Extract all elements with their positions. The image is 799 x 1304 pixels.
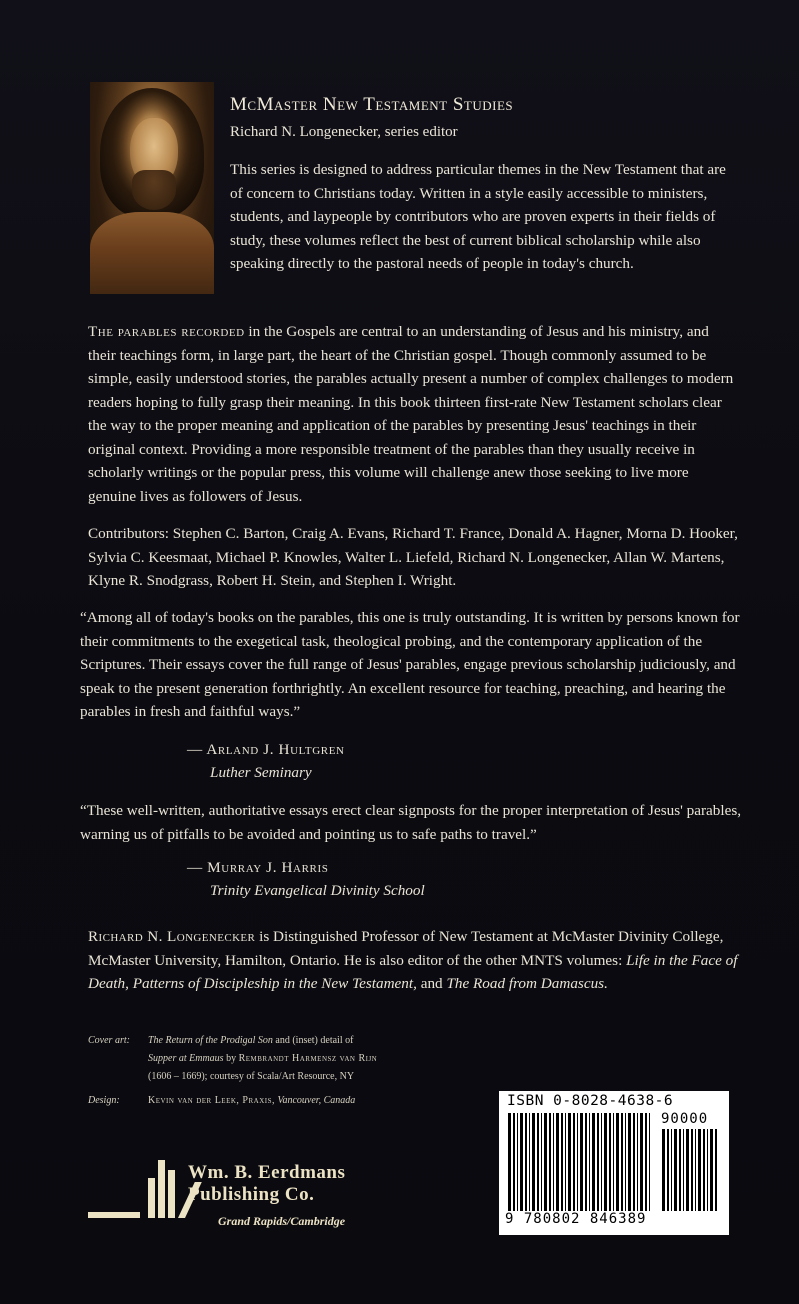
publisher-name-line: Wm. B. Eerdmans (188, 1162, 346, 1183)
series-title: McMaster New Testament Studies (230, 94, 514, 115)
credit-title: The Return of the Prodigal Son (148, 1035, 273, 1046)
ean-number: 9 780802 846389 (505, 1211, 647, 1227)
book-description (88, 320, 738, 508)
bio-text: and (416, 975, 447, 992)
bio-book-title: Life in the Face of Death, Patterns of Discipleship in the New Testament, (88, 951, 738, 992)
credit-label: Cover art: (88, 1035, 130, 1046)
description-lead: The parables recorded (88, 323, 245, 340)
series-editor: Richard N. Longenecker, series editor (230, 124, 458, 140)
price-code: 90000 (661, 1111, 709, 1127)
endorsement-attribution (187, 856, 425, 902)
inset-painting-image (90, 82, 214, 294)
barcode-bars-icon (507, 1113, 652, 1211)
publisher-name-line: Publishing Co. (188, 1184, 315, 1205)
credit-label: Design: (88, 1095, 120, 1106)
bio-name: Richard N. Longenecker (88, 928, 256, 945)
contributors: Contributors: Stephen C. Barton, Craig A. Evans, Richard T. France, Donald A. Hagner, Morna D. Hooker, Sylvia C. Keesmaat, Michael P. Knowles, Walter L. Liefeld, Richard N. Longenecker, Allan W. Martens, Klyne R. Snodgrass, Robert H. Stein, and Stephen I. Wright. (88, 525, 738, 589)
credit-title: Supper at Emmaus (148, 1053, 224, 1064)
series-description: This series is designed to address particular themes in the New Testament that are of concern to Christians today. Written in a style easily accessible to ministers, students, and laypeople by contributors who are proven experts in their fields of study, these volumes reflect the best of current biblical scholarship while also speaking directly to the pastoral needs of people in today's church. (230, 161, 726, 272)
endorsement-quote: “These well-written, authoritative essays erect clear signposts for the proper interpretation of Jesus' parables, warning us of pitfalls to be avoided and pointing us to safe paths to travel.” (80, 802, 742, 843)
endorsement-quote: “Among all of today's books on the parables, this one is truly outstanding. It is written by persons known for their commitments to the exegetical task, theological probing, and the contemporary application of the Scriptures. Their essays cover the full range of Jesus' parables, engage previous scholarship judiciously, and speak to the present generation forthrightly. An excellent resource for teaching, preaching, and hearing the parables in fresh and faithful ways.” (80, 609, 740, 720)
credit-text: and (inset) detail of (272, 1035, 354, 1046)
barcode (499, 1091, 729, 1235)
credit-text: (1606 – 1669); courtesy of Scala/Art Resource, NY (148, 1071, 355, 1082)
publisher-location: Grand Rapids/Cambridge (218, 1214, 346, 1228)
editor-bio (88, 925, 748, 996)
bio-book-title: The Road from Damascus. (446, 975, 608, 992)
endorsement-attribution (187, 738, 345, 784)
endorser-name: — Arland J. Hultgren (187, 741, 345, 758)
endorser-institution: Trinity Evangelical Divinity School (210, 882, 425, 899)
publisher-name (188, 1162, 345, 1206)
designer-place: Vancouver, Canada (277, 1095, 356, 1106)
isbn-number: ISBN 0-8028-4638-6 (507, 1093, 674, 1109)
credit-artist: Rembrandt Harmensz van Rijn (238, 1053, 378, 1064)
price-barcode-bars-icon (661, 1129, 721, 1211)
bio-text: is Distinguished Professor of New Testament at McMaster Divinity College, McMaster University, Hamilton, Ontario. He is also editor of the other MNTS volumes: (88, 928, 724, 969)
description-body: in the Gospels are central to an understanding of Jesus and his ministry, and their teachings form, in large part, the heart of the Christian gospel. Though commonly assumed to be simple, easily understood stories, the parables actually present a number of complex challenges to modern readers hoping to fully grasp their meaning. In this book thirteen first-rate New Testament scholars clear the way to the proper meaning and application of the parables by presenting Jesus' teachings in their original context. Providing a more responsible treatment of the parables than they usually receive in scholarly writings or the popular press, this volume will challenge anew those seeking to live more genuine lives as followers of Jesus. (88, 323, 734, 505)
credit-text: by (223, 1053, 239, 1064)
designer-name: Kevin van der Leek, Praxis, (148, 1095, 275, 1106)
endorser-institution: Luther Seminary (210, 764, 312, 781)
endorser-name: — Murray J. Harris (187, 859, 329, 876)
